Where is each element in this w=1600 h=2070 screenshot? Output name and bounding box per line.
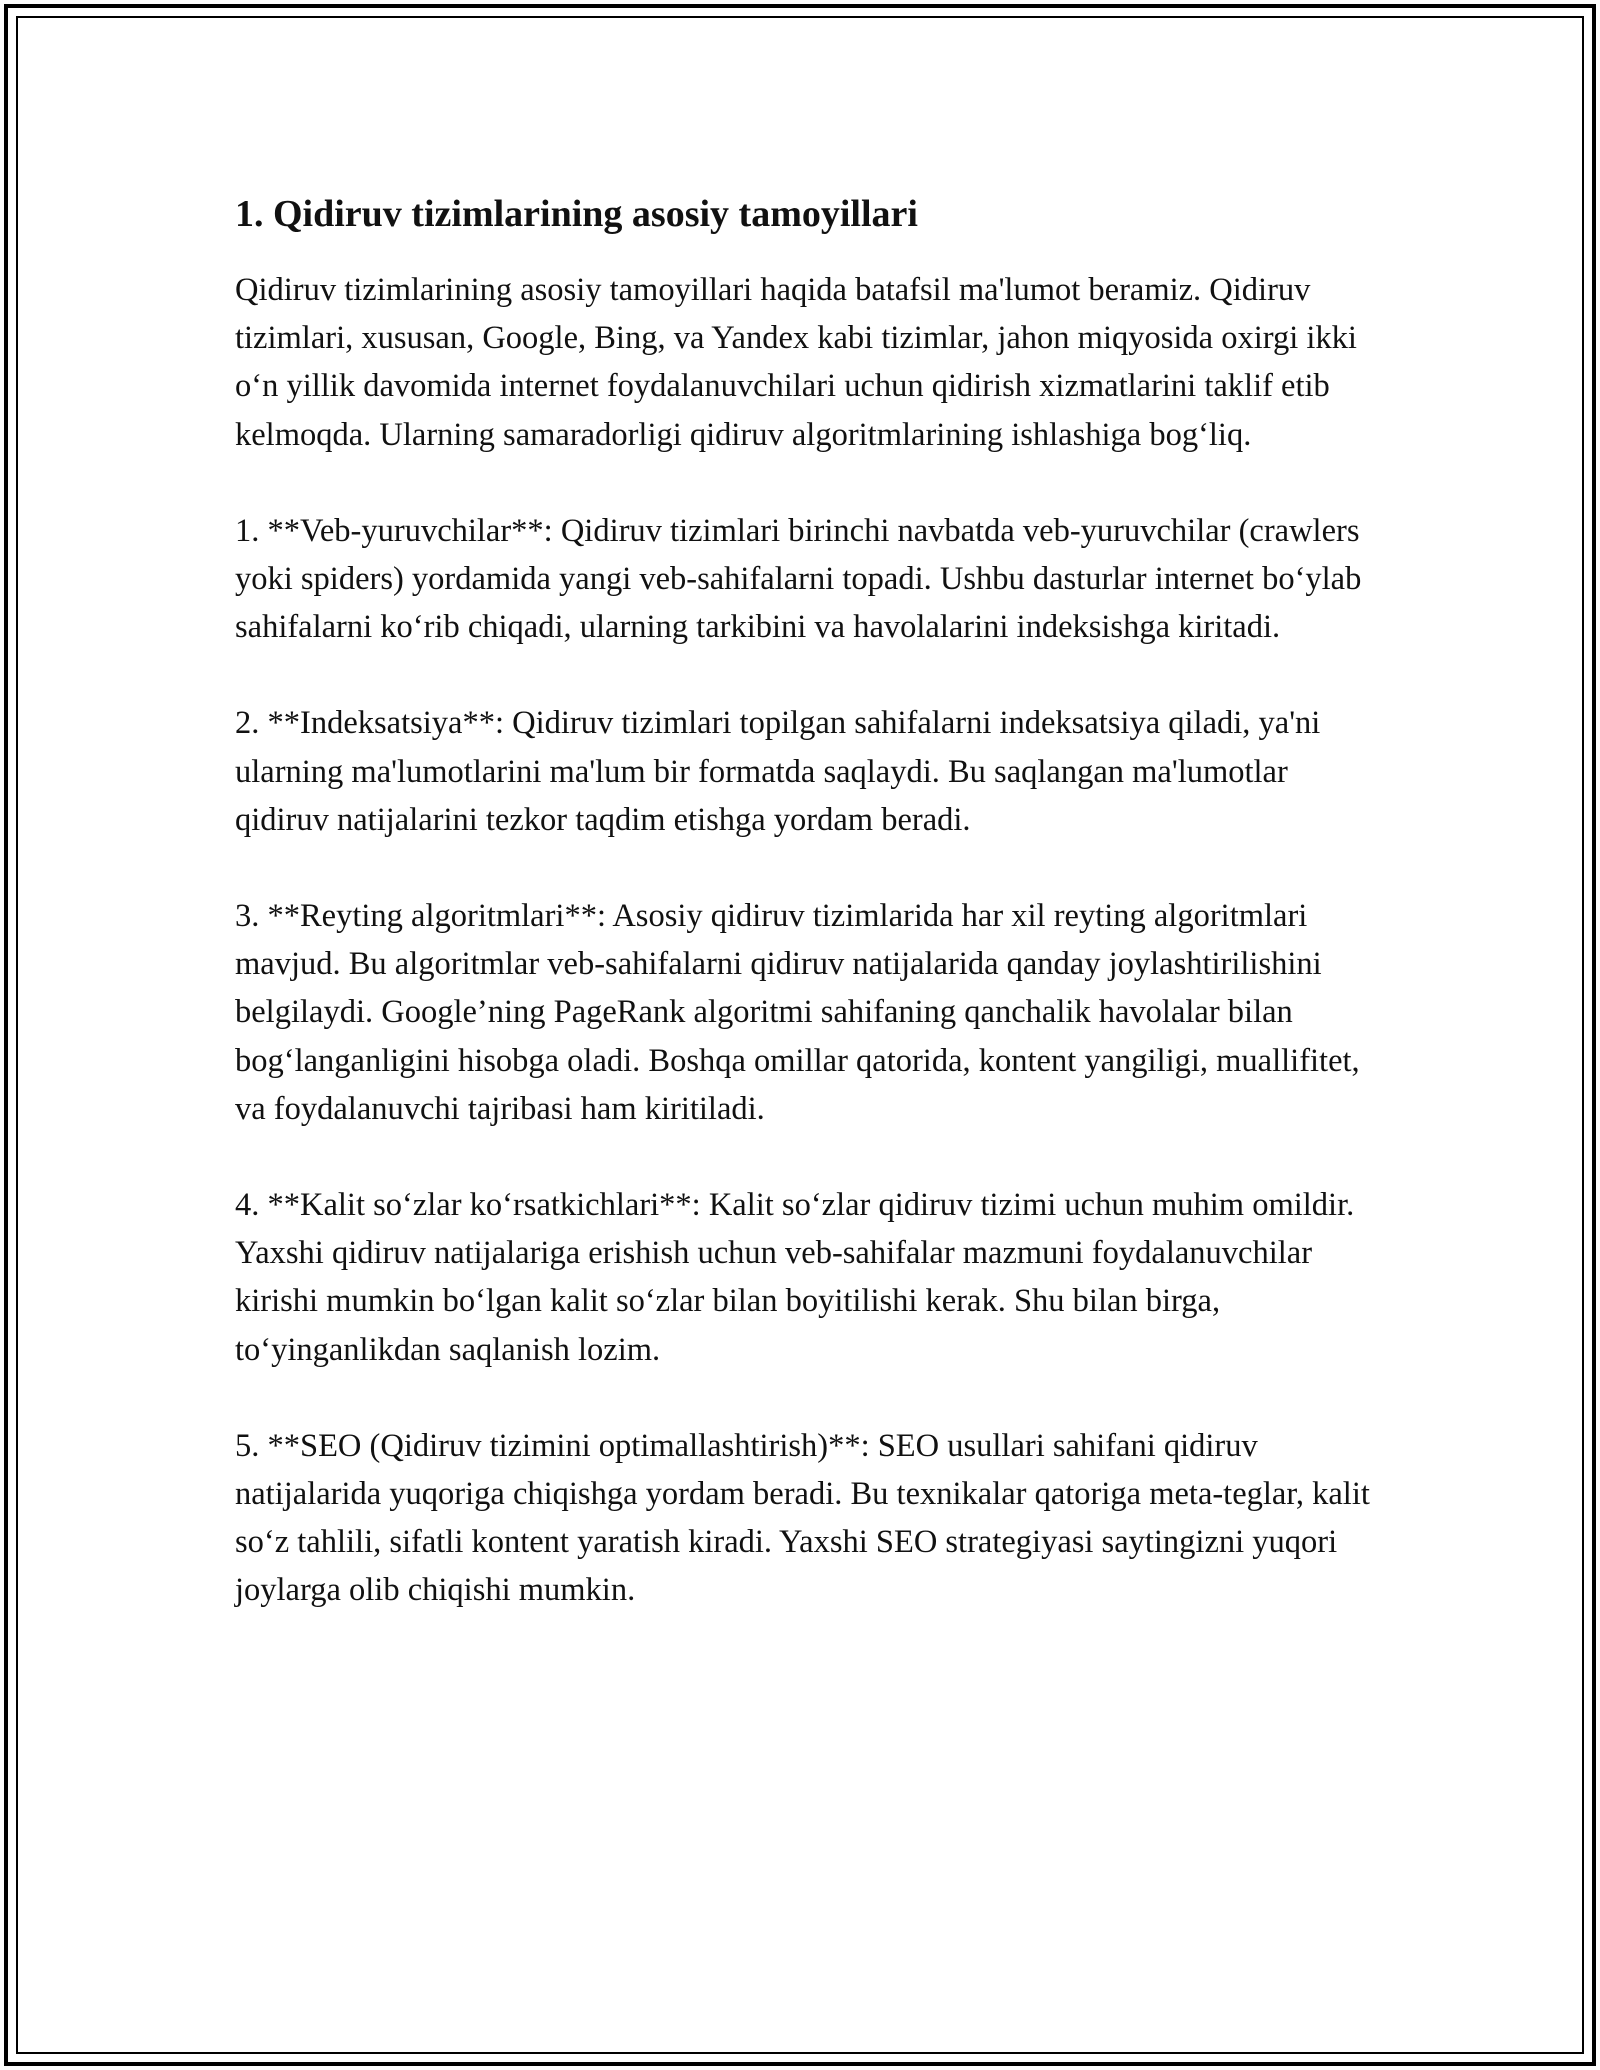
paragraph-keywords: 4. **Kalit so‘zlar ko‘rsatkichlari**: Kalit so‘zlar qidiruv tizimi uchun muhim omildir. Yaxshi qidiruv natijalariga erishish uchun veb-sahifalar mazmuni foydalanuvchilar kirishi mumkin bo‘lgan kalit so‘zlar bilan boyitilishi kerak. Shu bilan birga, to‘yinganlikdan saqlanish lozim. (235, 1187, 1355, 1368)
section-heading: 1. Qidiruv tizimlarining asosiy tamoyillari (235, 193, 918, 235)
paragraph-ranking-algorithms: 3. **Reyting algoritmlari**: Asosiy qidiruv tizimlarida har xil reyting algoritmlari mavjud. Bu algoritmlar veb-sahifalarni qidiruv natijalarida qanday joylashtirilishini belgilaydi. Google’ning PageRank algoritmi sahifaning qanchalik havolalar bilan bog‘langanligini hisobga oladi. Boshqa omillar qatorida, kontent yangiligi, muallifitet, va foydalanuvchi tajribasi ham kiritiladi. (235, 898, 1360, 1127)
paragraph-indexing: 2. **Indeksatsiya**: Qidiruv tizimlari topilgan sahifalarni indeksatsiya qiladi, ya'ni ularning ma'lumotlarini ma'lum bir formatda saqlaydi. Bu saqlangan ma'lumotlar qidiruv natijalarini tezkor taqdim etishga yordam beradi. (235, 705, 1321, 838)
intro-paragraph: Qidiruv tizimlarining asosiy tamoyillari haqida batafsil ma'lumot beramiz. Qidiruv tizimlari, xususan, Google, Bing, va Yandex kabi tizimlar, jahon miqyosida oxirgi ikki o‘n yillik davomida internet foydalanuvchilari uchun qidirish xizmatlarini taklif etib kelmoqda. Ularning samaradorligi qidiruv algoritmlarining ishlashiga bog‘liq. (235, 272, 1357, 453)
paragraph-web-crawlers: 1. **Veb-yuruvchilar**: Qidiruv tizimlari birinchi navbatda veb-yuruvchilar (crawlers yoki spiders) yordamida yangi veb-sahifalarni topadi. Ushbu dasturlar internet bo‘ylab sahifalarni ko‘rib chiqadi, ularning tarkibini va havolalarini indeksishga kiritadi. (235, 512, 1362, 646)
paragraph-seo: 5. **SEO (Qidiruv tizimini optimallashtirish)**: SEO usullari sahifani qidiruv natijalarida yuqoriga chiqishga yordam beradi. Bu texnikalar qatoriga meta-teglar, kalit so‘z tahlili, sifatli kontent yaratish kiradi. Yaxshi SEO strategiyasi saytingizni yuqori joylarga olib chiqishi mumkin. (235, 1427, 1370, 1609)
document-body (235, 190, 1385, 1663)
